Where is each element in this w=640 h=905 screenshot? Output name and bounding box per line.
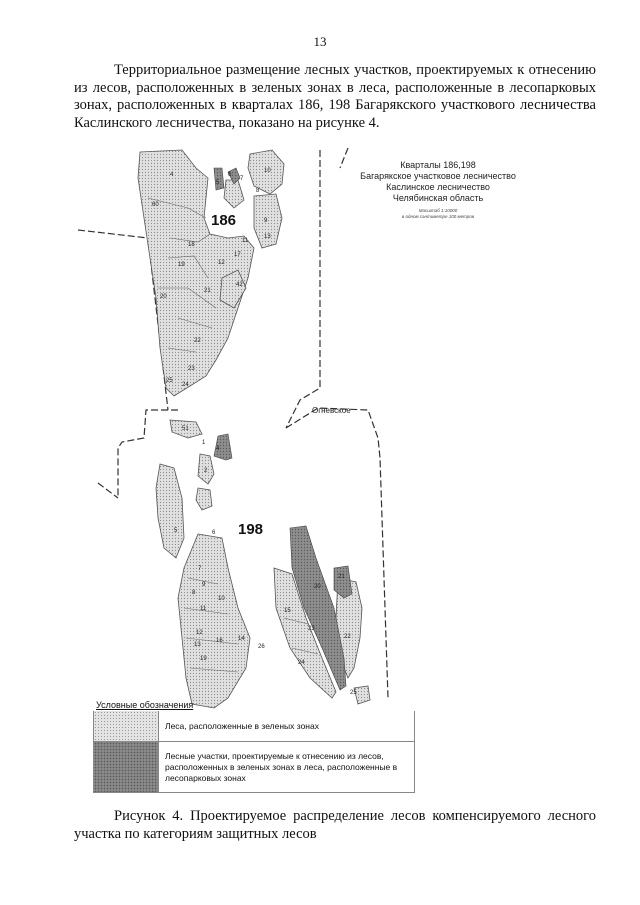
parcel-number: 15: [284, 608, 291, 614]
legend-item: [93, 711, 415, 742]
parcel-number: 42: [236, 282, 243, 288]
forest-map: [78, 138, 438, 798]
parcel-number: 51: [182, 426, 189, 432]
map-title-line: Челябинская область: [392, 193, 484, 203]
parcel-number: 10: [218, 596, 225, 602]
parcel-number: 12: [218, 260, 225, 266]
parcel-number: 6: [212, 530, 216, 536]
parcel-number: 12: [196, 630, 203, 636]
parcel-number: 26: [258, 644, 265, 650]
parcel-number: 4: [216, 446, 220, 452]
page-number: 13: [313, 34, 327, 49]
parcel-number: 21: [204, 288, 211, 294]
parcel-number: 7: [240, 176, 244, 182]
legend-swatch-forest: [94, 711, 159, 741]
parcel-number: 20: [314, 584, 321, 590]
map-scale-line: Масштаб 1:10000: [418, 208, 458, 213]
legend-item: [93, 742, 415, 793]
parcel-number: 17: [234, 252, 241, 258]
parcel-number: 11: [242, 238, 249, 244]
parcel-number: 9: [264, 218, 268, 224]
parcel-number: 4: [170, 172, 174, 178]
parcel-number: 8: [256, 188, 260, 194]
map-title-line: Каслинское лесничество: [386, 182, 490, 192]
parcel-number: 24: [298, 660, 305, 666]
intro-paragraph: Территориальное размещение лесных участков, проектируемых к отнесению из лесов, расположенных в зеленых зонах в леса, расположенные в лесопарковых зонах, расположенных в кварталах 186, 198 Багарякского участкового лесничества Каслинского лесничества, показано на рисунке 4.: [74, 62, 596, 131]
parcel-number: 14: [238, 636, 245, 642]
parcel-number: 18: [188, 242, 195, 248]
map-title-line: Багарякское участковое лесничество: [360, 171, 516, 181]
parcel-number: 2: [204, 468, 208, 474]
figure-caption: Рисунок 4. Проектируемое распределение лесов компенсируемого лесного участка по категориям защитных лесов: [74, 808, 596, 842]
parcel-number: 23: [188, 366, 195, 372]
parcel-number: 23: [308, 626, 315, 632]
parcel-number: 5: [174, 528, 178, 534]
parcel-number: 1: [202, 440, 206, 446]
legend-title: Условные обозначения: [96, 700, 194, 710]
parcel-number: 19: [200, 656, 207, 662]
parcel-number: 16: [216, 638, 223, 644]
parcel-number: 7: [198, 566, 202, 572]
parcel-number: 20: [160, 294, 167, 300]
parcel-number: 22: [344, 634, 351, 640]
legend: [93, 700, 415, 793]
parcel-number: 24: [182, 382, 189, 388]
parcel-number: 22: [194, 338, 201, 344]
legend-item-label: Леса, расположенные в зеленых зонах: [165, 720, 319, 731]
parcel-number: 13: [264, 234, 271, 240]
parcel-number: 19: [178, 262, 185, 268]
parcel-number: 10: [264, 168, 271, 174]
village-label: Огневское: [312, 406, 351, 415]
parcel-number: 6: [228, 172, 232, 178]
parcel-number: 21: [338, 574, 345, 580]
quarter-186-forest: [138, 150, 284, 396]
quarter-label-198: 198: [238, 521, 264, 538]
parcel-number: 13: [194, 642, 201, 648]
map-title-line: Кварталы 186,198: [400, 160, 476, 170]
map-scale-line: в одном сантиметре 100 метров: [401, 214, 475, 219]
legend-swatch-projected: [94, 742, 159, 792]
parcel-number: 9: [202, 582, 206, 588]
parcel-number: 25: [350, 690, 357, 696]
map-title-block: [348, 160, 528, 220]
quarter-label-186: 186: [211, 212, 237, 229]
parcel-number: 8: [192, 590, 196, 596]
parcel-number: 5: [216, 180, 220, 186]
parcel-number: 60: [152, 202, 159, 208]
parcel-number: 25: [166, 378, 173, 384]
parcel-number: 11: [200, 606, 207, 612]
legend-item-label: Лесные участки, проектируемые к отнесению из лесов, расположенных в зеленых зонах в леса, расположенные в лесопарковых зонах: [165, 750, 398, 783]
